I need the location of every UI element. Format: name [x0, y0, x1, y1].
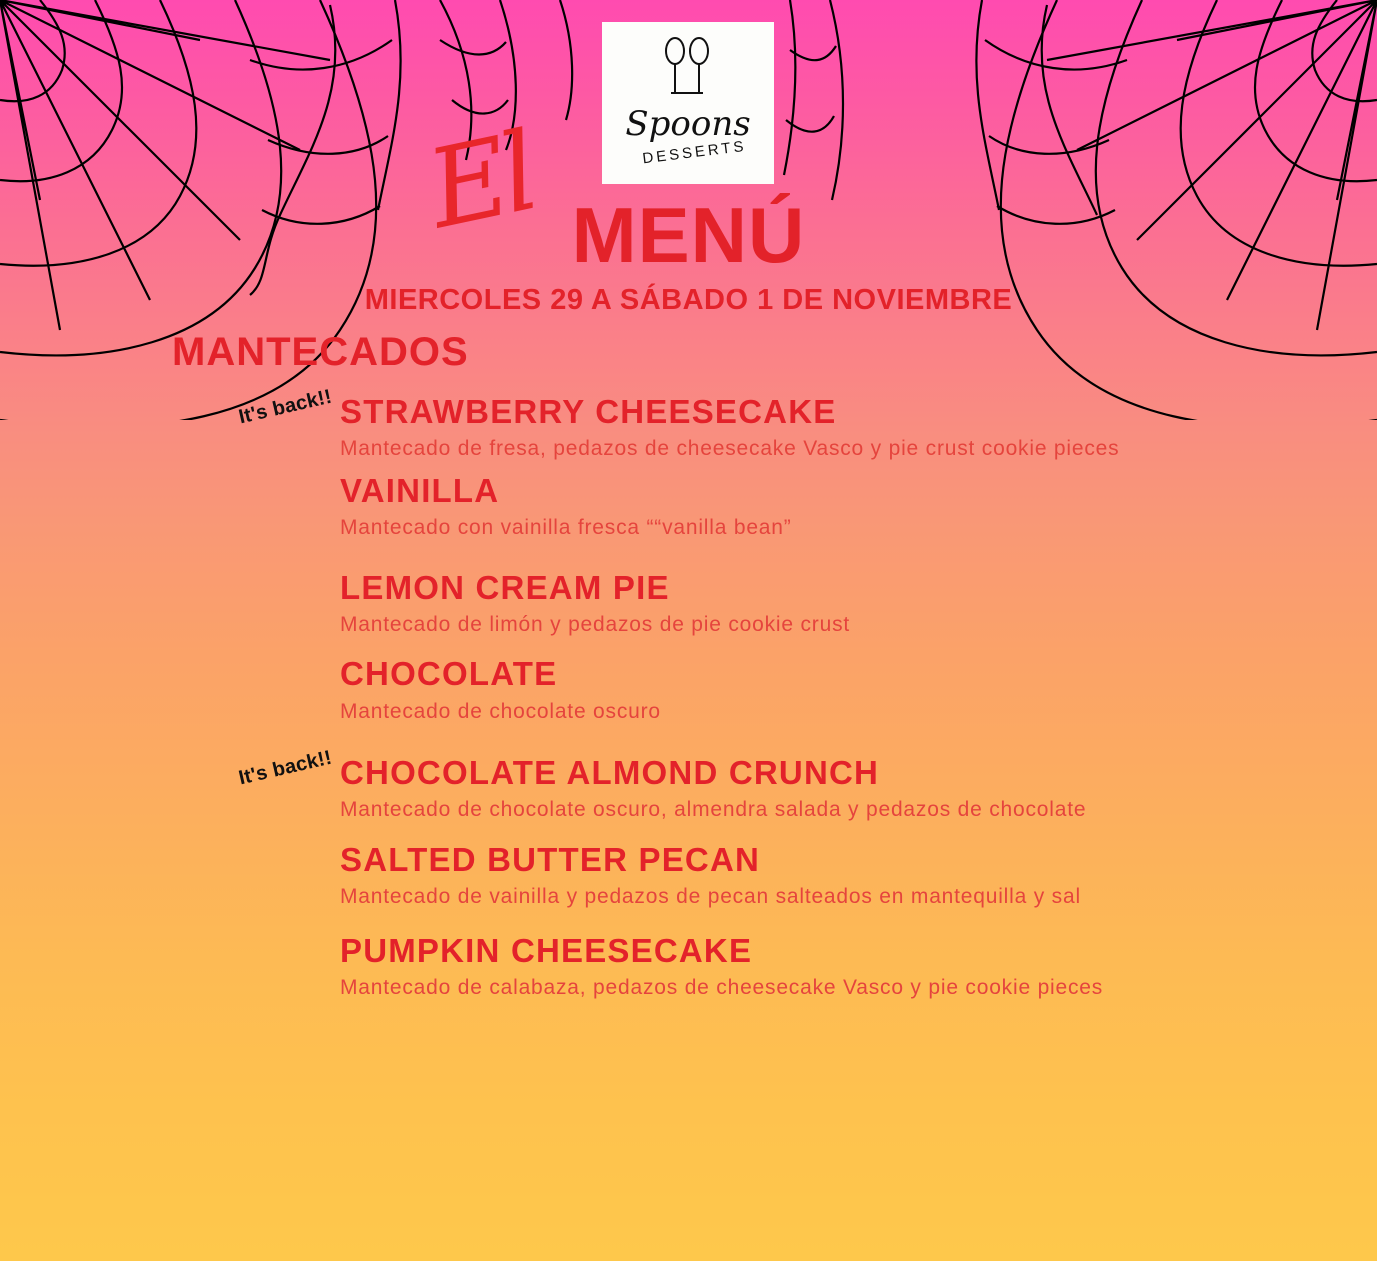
list-item [340, 568, 1240, 641]
list-item [340, 654, 1240, 727]
item-description: Mantecado de limón y pedazos de pie cookie crust [340, 612, 851, 636]
section-title-mantecados: MANTECADOS [172, 330, 469, 374]
logo-wordmark: Spoons [625, 104, 751, 144]
item-description: Mantecado de fresa, pedazos de cheesecake Vasco y pie crust cookie pieces [340, 437, 1120, 461]
item-description: Mantecado de vainilla y pedazos de pecan salteados en mantequilla y sal [340, 885, 1081, 908]
list-item [236, 385, 1240, 465]
item-name: LEMON CREAM PIE [340, 568, 670, 606]
item-description: Mantecado con vainilla fresca ““vanilla bean” [340, 516, 792, 539]
item-description: Mantecado de chocolate oscuro [340, 699, 661, 723]
item-name: PUMPKIN CHEESECAKE [340, 931, 753, 969]
page-title: MENÚ [571, 191, 806, 279]
title-script-el: El [418, 109, 544, 254]
its-back-badge: It's back!! [236, 746, 334, 790]
item-name: STRAWBERRY CHEESECAKE [340, 393, 837, 430]
item-name: CHOCOLATE [340, 655, 558, 693]
item-name: CHOCOLATE ALMOND CRUNCH [340, 754, 880, 791]
item-description: Mantecado de chocolate oscuro, almendra salada y pedazos de chocolate [340, 798, 1087, 822]
item-name: VAINILLA [340, 471, 500, 509]
its-back-badge: It's back!! [236, 385, 334, 429]
list-item [340, 931, 1240, 1004]
item-description: Mantecado de calabaza, pedazos de cheesecake Vasco y pie cookie pieces [340, 975, 1104, 999]
logo-subtext: DESSERTS [641, 137, 748, 168]
menu-items-list [236, 385, 1240, 1009]
menu-dates: MIERCOLES 29 A SÁBADO 1 DE NOVIEMBRE [364, 284, 1013, 316]
list-item [236, 746, 1240, 826]
list-item [340, 471, 1240, 544]
item-name: SALTED BUTTER PECAN [340, 840, 761, 878]
list-item [340, 840, 1240, 913]
